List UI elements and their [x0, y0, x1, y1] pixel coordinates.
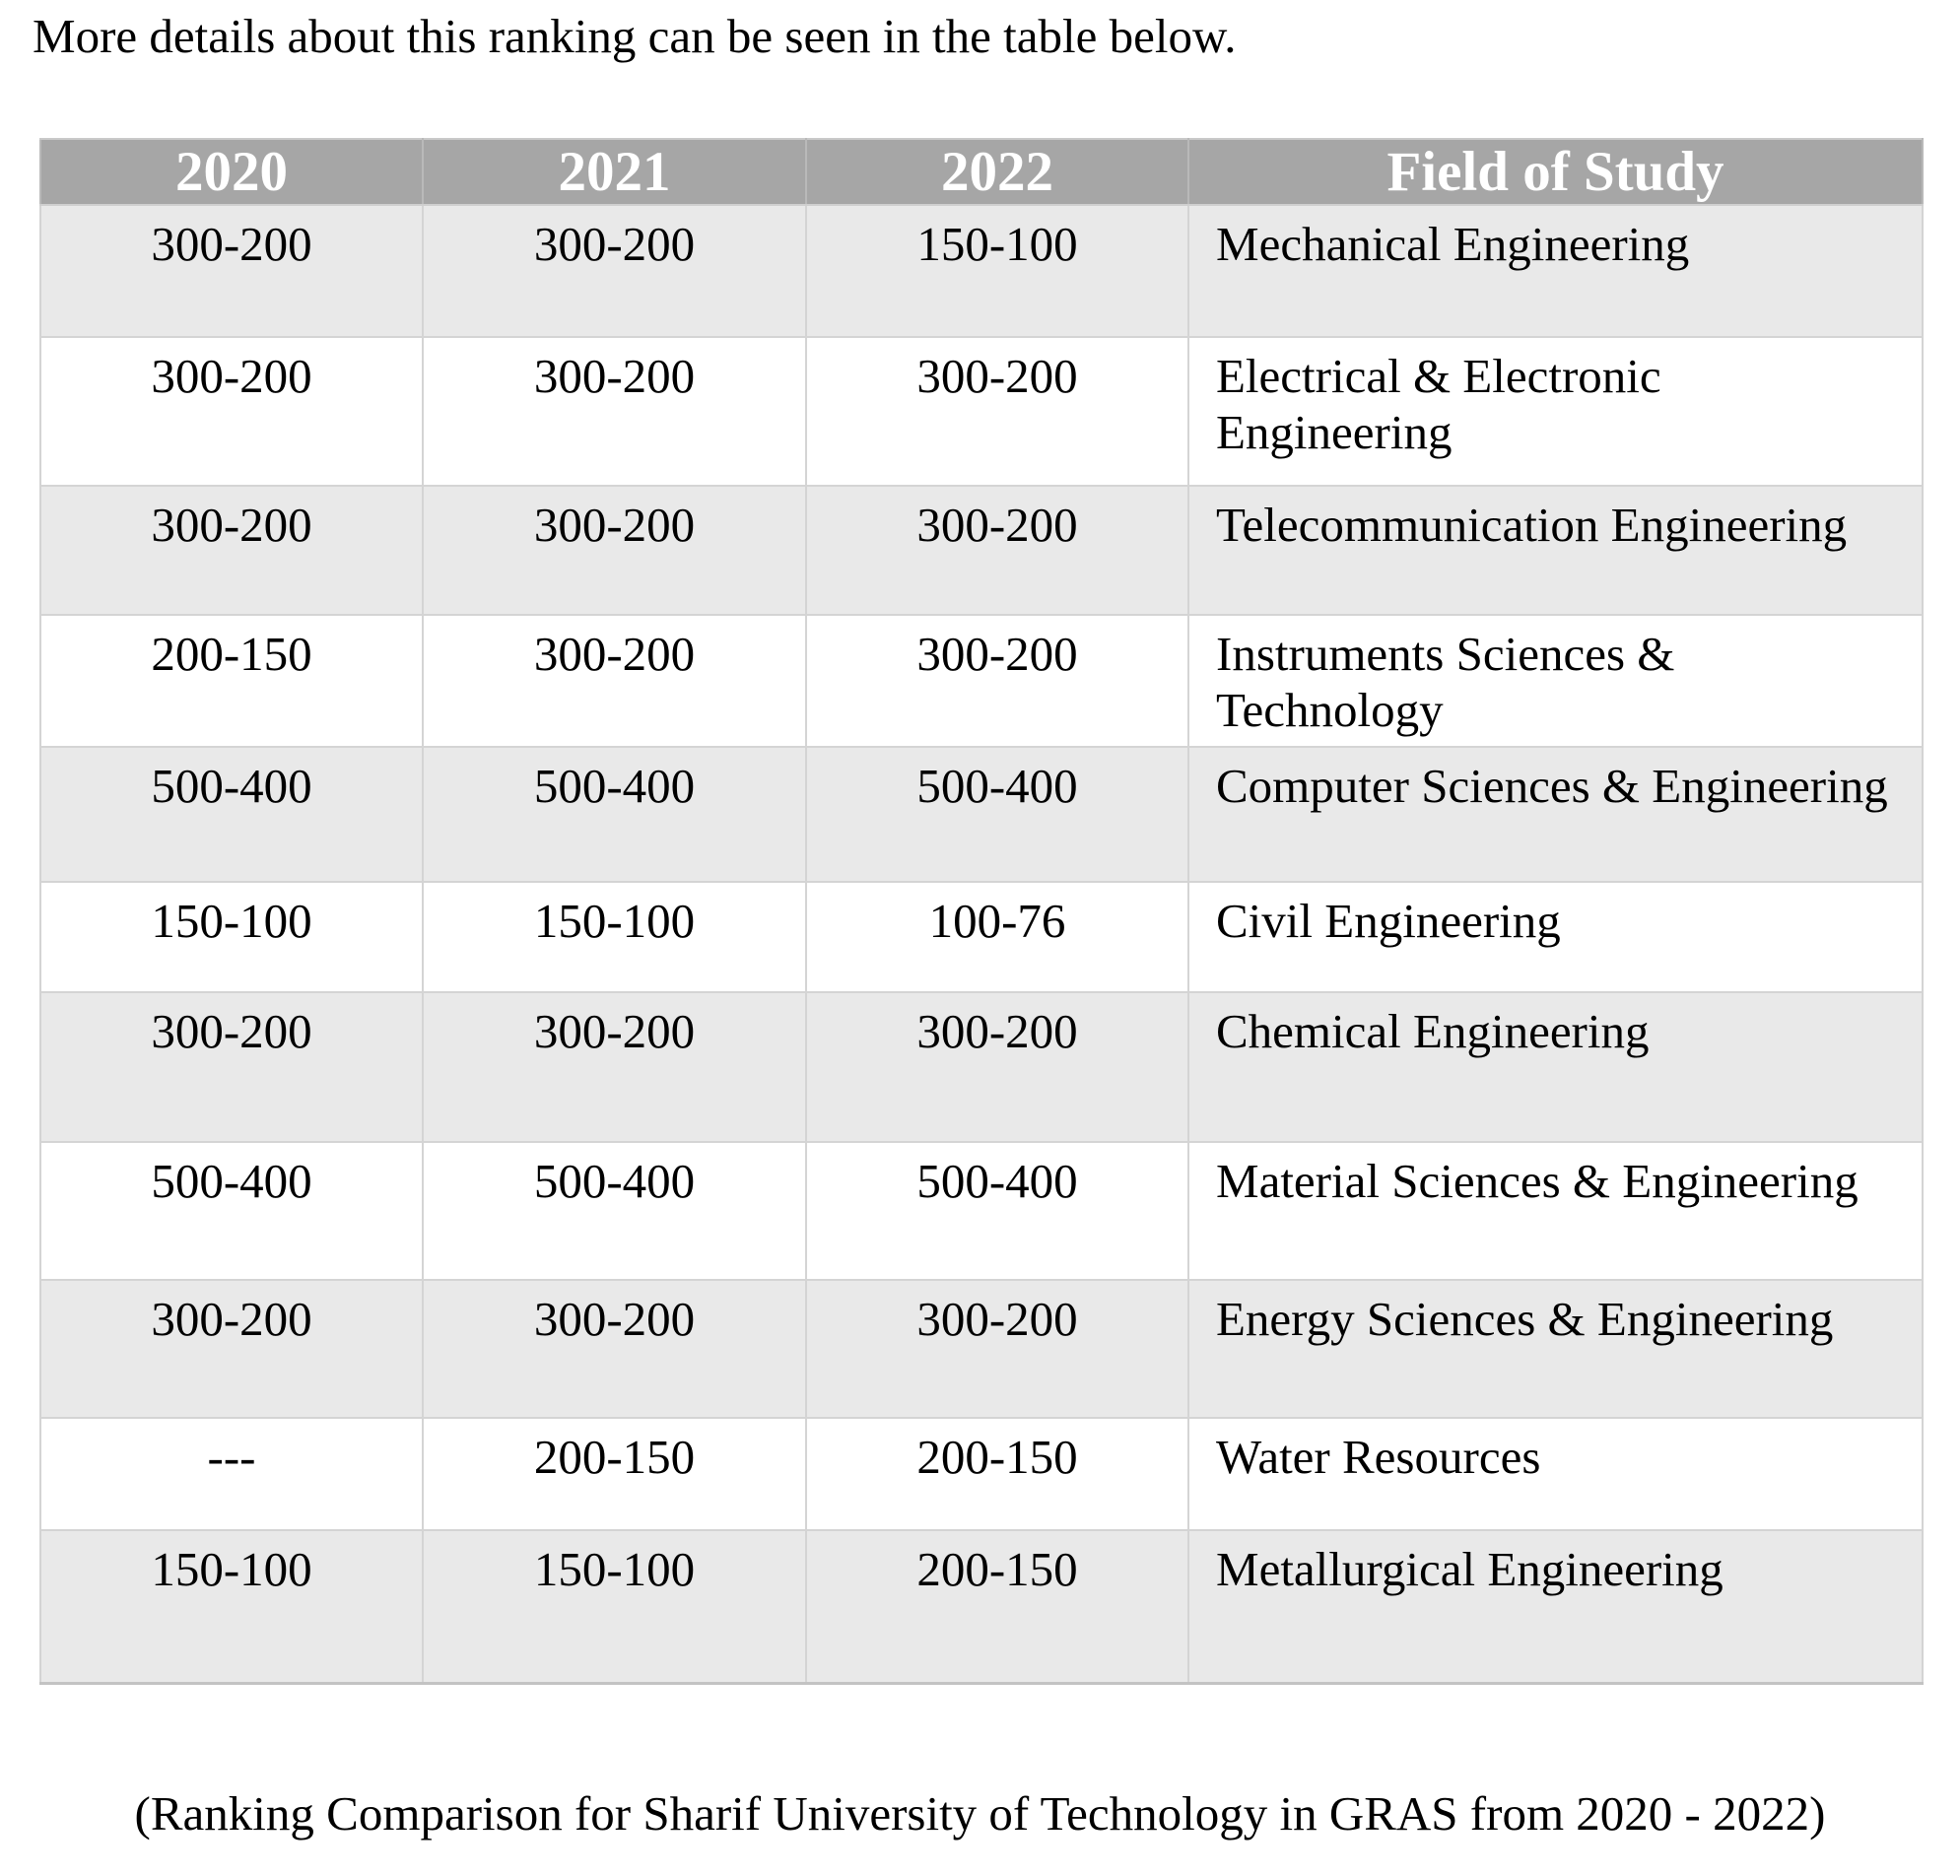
table-row	[40, 615, 1923, 747]
rank-cell-2020: 150-100	[40, 1530, 423, 1683]
rank-cell-2021: 300-200	[423, 337, 806, 486]
field-of-study-cell: Electrical & Electronic Engineering	[1188, 337, 1923, 486]
rank-cell-2022: 150-100	[806, 205, 1188, 337]
rank-cell-2021: 300-200	[423, 486, 806, 615]
rank-cell-2020: 500-400	[40, 1142, 423, 1280]
rank-cell-2021: 300-200	[423, 615, 806, 747]
field-of-study-cell: Instruments Sciences & Technology	[1188, 615, 1923, 747]
field-of-study-cell: Water Resources	[1188, 1418, 1923, 1530]
rank-cell-2021: 150-100	[423, 882, 806, 992]
field-of-study-cell: Mechanical Engineering	[1188, 205, 1923, 337]
field-of-study-cell: Energy Sciences & Engineering	[1188, 1280, 1923, 1418]
column-header-2022: 2022	[806, 139, 1188, 205]
table-row	[40, 992, 1923, 1142]
rank-cell-2021: 500-400	[423, 747, 806, 882]
table-row	[40, 337, 1923, 486]
rank-cell-2020: 300-200	[40, 1280, 423, 1418]
rank-cell-2020: 300-200	[40, 486, 423, 615]
rank-cell-2021: 300-200	[423, 1280, 806, 1418]
rank-cell-2022: 300-200	[806, 337, 1188, 486]
rank-cell-2022: 300-200	[806, 1280, 1188, 1418]
table-row	[40, 747, 1923, 882]
rank-cell-2021: 500-400	[423, 1142, 806, 1280]
table-row	[40, 205, 1923, 337]
rank-cell-2022: 500-400	[806, 1142, 1188, 1280]
column-header-field-of-study: Field of Study	[1188, 139, 1923, 205]
field-of-study-cell: Civil Engineering	[1188, 882, 1923, 992]
field-of-study-cell: Computer Sciences & Engineering	[1188, 747, 1923, 882]
rank-cell-2022: 300-200	[806, 615, 1188, 747]
table-caption: (Ranking Comparison for Sharif University of Technology in GRAS from 2020 - 2022)	[134, 1785, 1826, 1841]
rank-cell-2020: 300-200	[40, 337, 423, 486]
rank-cell-2022: 200-150	[806, 1418, 1188, 1530]
table-row	[40, 1142, 1923, 1280]
rank-cell-2022: 300-200	[806, 992, 1188, 1142]
ranking-table	[39, 138, 1924, 1685]
rank-cell-2022: 200-150	[806, 1530, 1188, 1683]
rank-cell-2021: 300-200	[423, 205, 806, 337]
table-row	[40, 882, 1923, 992]
column-header-2021: 2021	[423, 139, 806, 205]
rank-cell-2020: 500-400	[40, 747, 423, 882]
intro-text: More details about this ranking can be seen in the table below.	[33, 9, 1237, 63]
rank-cell-2021: 150-100	[423, 1530, 806, 1683]
table-row	[40, 1418, 1923, 1530]
rank-cell-2022: 500-400	[806, 747, 1188, 882]
rank-cell-2021: 300-200	[423, 992, 806, 1142]
rank-cell-2020: ---	[40, 1418, 423, 1530]
rank-cell-2022: 300-200	[806, 486, 1188, 615]
table-header-row	[40, 139, 1923, 205]
field-of-study-cell: Chemical Engineering	[1188, 992, 1923, 1142]
field-of-study-cell: Material Sciences & Engineering	[1188, 1142, 1923, 1280]
rank-cell-2020: 150-100	[40, 882, 423, 992]
column-header-2020: 2020	[40, 139, 423, 205]
rank-cell-2021: 200-150	[423, 1418, 806, 1530]
table-row	[40, 1530, 1923, 1683]
field-of-study-cell: Telecommunication Engineering	[1188, 486, 1923, 615]
rank-cell-2022: 100-76	[806, 882, 1188, 992]
rank-cell-2020: 300-200	[40, 205, 423, 337]
field-of-study-cell: Metallurgical Engineering	[1188, 1530, 1923, 1683]
table-row	[40, 1280, 1923, 1418]
table-row	[40, 486, 1923, 615]
rank-cell-2020: 300-200	[40, 992, 423, 1142]
rank-cell-2020: 200-150	[40, 615, 423, 747]
